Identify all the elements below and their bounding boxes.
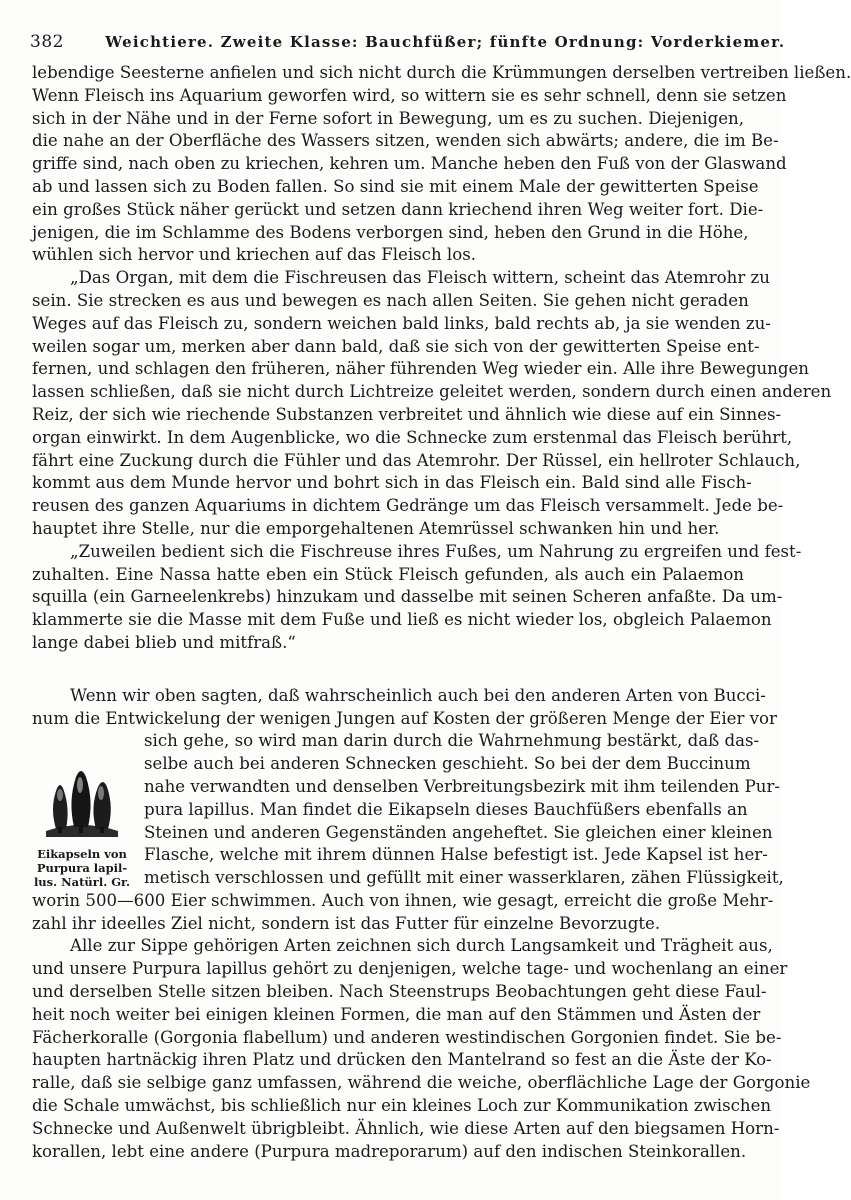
page-number: 382: [30, 32, 64, 52]
running-title: Weichtiere. Zweite Klasse: Bauchfüßer; fünfte Ordnung: Vorderkiemer.: [105, 33, 786, 51]
text-line: lebendige Seesterne anfielen und sich nicht durch die Krümmungen derselben vertreiben ließen.: [32, 63, 851, 82]
egg-capsules-illustration: [40, 757, 124, 841]
paragraph-3: [32, 541, 802, 655]
text-line: jenigen, die im Schlamme des Bodens verborgen sind, heben den Grund in die Höhe,: [32, 222, 749, 242]
text-line: lange dabei blieb und mitfraß.“: [32, 632, 296, 652]
text-line: korallen, lebt eine andere (Purpura madreporarum) auf den indischen Steinkorallen.: [32, 1141, 747, 1161]
text-line: worin 500—600 Eier schwimmen. Auch von ihnen, wie gesagt, erreicht die große Mehr-: [32, 890, 774, 910]
text-line: Alle zur Sippe gehörigen Arten zeichnen sich durch Langsamkeit und Trägheit aus,: [70, 936, 773, 956]
text-line: ab und lassen sich zu Boden fallen. So sind sie mit einem Male der gewitterten Speise: [32, 176, 759, 196]
text-line: num die Entwickelung der wenigen Jungen auf Kosten der größeren Menge der Eier vor: [32, 708, 777, 728]
text-line: Schnecke und Außenwelt übrigbleibt. Ähnlich, wie diese Arten auf den biegsamen Horn-: [32, 1118, 780, 1138]
text-line: Flasche, welche mit ihrem dünnen Halse befestigt ist. Jede Kapsel ist her-: [144, 845, 768, 865]
text-line: reusen des ganzen Aquariums in dichtem Gedränge um das Fleisch versammelt. Jede be-: [32, 496, 784, 516]
text-line: nahe verwandten und denselben Verbreitungsbezirk mit ihm teilenden Pur-: [144, 776, 781, 796]
text-line: lassen schließen, daß sie nicht durch Lichtreize geleitet werden, sondern durch einen anderen: [32, 382, 832, 402]
text-line: hauptet ihre Stelle, nur die emporgehaltenen Atemrüssel schwanken hin und her.: [32, 518, 720, 538]
page-body: [32, 62, 851, 1163]
text-line: wühlen sich hervor und kriechen auf das Fleisch los.: [32, 245, 477, 265]
text-line: pura lapillus. Man findet die Eikapseln dieses Bauchfüßers ebenfalls an: [144, 799, 748, 819]
figure-caption: [32, 847, 132, 889]
paragraph-1: [32, 62, 851, 267]
text-line: ein großes Stück näher gerückt und setzen dann kriechend ihren Weg weiter fort. Die-: [32, 199, 764, 219]
text-line: und unsere Purpura lapillus gehört zu denjenigen, welche tage- und wochenlang an einer: [32, 959, 788, 979]
text-line: Wenn wir oben sagten, daß wahrscheinlich auch bei den anderen Arten von Bucci-: [70, 685, 766, 705]
text-line: klammerte sie die Masse mit dem Fuße und ließ es nicht wieder los, obgleich Palaemon: [32, 610, 772, 630]
text-line: zuhalten. Eine Nassa hatte eben ein Stück Fleisch gefunden, als auch ein Palaemon: [32, 564, 744, 584]
text-line: squilla (ein Garneelenkrebs) hinzukam und dasselbe mit seinen Scheren anfaßte. Da um-: [32, 587, 783, 607]
caption-line: Eikapseln von: [37, 846, 127, 861]
text-line: griffe sind, nach oben zu kriechen, kehren um. Manche heben den Fuß von der Glaswand: [32, 154, 787, 174]
text-line: metisch verschlossen und gefüllt mit einer wasserklaren, zähen Flüssigkeit,: [144, 868, 784, 888]
text-line: sein. Sie strecken es aus und bewegen es nach allen Seiten. Sie gehen nicht geraden: [32, 290, 749, 310]
text-line: „Das Organ, mit dem die Fischreusen das Fleisch wittern, scheint das Atemrohr zu: [70, 268, 770, 288]
caption-line: lus. Natürl. Gr.: [33, 874, 131, 889]
paragraph-4: [32, 685, 784, 936]
text-line: Fächerkoralle (Gorgonia flabellum) und anderen westindischen Gorgonien findet. Sie be-: [32, 1027, 782, 1047]
paragraph-2: [32, 267, 832, 541]
figure-egg-capsules: [32, 757, 132, 947]
text-line: die nahe an der Oberfläche des Wassers sitzen, wenden sich abwärts; andere, die im Be-: [32, 131, 779, 151]
text-line: Reiz, der sich wie riechende Substanzen verbreitet und ähnlich wie diese auf ein Sinnes-: [32, 404, 782, 424]
text-line: haupten hartnäckig ihren Platz und drücken den Mantelrand so fest an die Äste der Ko-: [32, 1050, 772, 1070]
text-line: heit noch weiter bei einigen kleinen Formen, die man auf den Stämmen und Ästen der: [32, 1004, 761, 1024]
paragraph-5: [32, 935, 811, 1163]
section-gap: [32, 655, 744, 685]
text-line: zahl ihr ideelles Ziel nicht, sondern ist das Futter für einzelne Bevorzugte.: [32, 913, 661, 933]
text-line: und derselben Stelle sitzen bleiben. Nach Steenstrups Beobachtungen geht diese Faul-: [32, 982, 767, 1002]
running-head: [30, 32, 786, 56]
text-line: sich gehe, so wird man darin durch die Wahrnehmung bestärkt, daß das-: [144, 731, 760, 751]
text-line: die Schale umwächst, bis schließlich nur ein kleines Loch zur Kommunikation zwischen: [32, 1096, 772, 1116]
text-line: selbe auch bei anderen Schnecken geschieht. So bei der dem Buccinum: [144, 754, 751, 774]
text-line: „Zuweilen bedient sich die Fischreuse ihres Fußes, um Nahrung zu ergreifen und fest-: [70, 541, 802, 561]
text-line: fährt eine Zuckung durch die Fühler und das Atemrohr. Der Rüssel, ein hellroter Schlauch,: [32, 450, 801, 470]
text-line: fernen, und schlagen den früheren, näher führenden Weg wieder ein. Alle ihre Bewegungen: [32, 359, 809, 379]
text-line: kommt aus dem Munde hervor und bohrt sich in das Fleisch ein. Bald sind alle Fisch-: [32, 473, 752, 493]
text-line: Weges auf das Fleisch zu, sondern weichen bald links, bald rechts ab, ja sie wenden zu-: [32, 313, 771, 333]
text-line: Wenn Fleisch ins Aquarium geworfen wird, so wittern sie es sehr schnell, denn sie setzen: [32, 85, 787, 105]
text-line: ralle, daß sie selbige ganz umfassen, während die weiche, oberflächliche Lage der Gorgonie: [32, 1073, 811, 1093]
text-line: organ einwirkt. In dem Augenblicke, wo die Schnecke zum erstenmal das Fleisch berührt,: [32, 427, 793, 447]
text-line: Steinen und anderen Gegenständen angeheftet. Sie gleichen einer kleinen: [144, 822, 773, 842]
text-line: weilen sogar um, merken aber dann bald, daß sie sich von der gewitterten Speise ent-: [32, 336, 760, 356]
text-line: sich in der Nähe und in der Ferne sofort in Bewegung, um es zu suchen. Diejenigen,: [32, 108, 744, 128]
caption-line: Purpura lapil-: [36, 860, 128, 875]
